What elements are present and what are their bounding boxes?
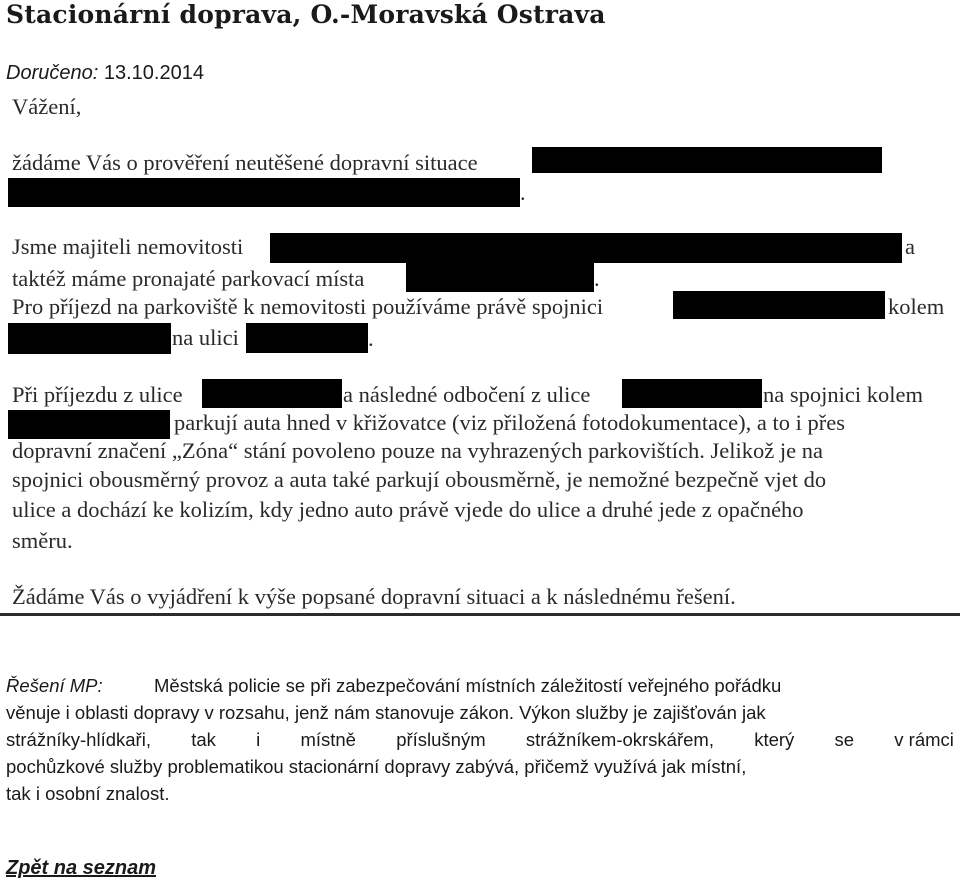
letter-line-9: spojnici obousměrný provoz a auta také parkují obousměrně, je nemožné bezpečně vjet do <box>12 467 827 492</box>
solution-word: strážníky-hlídkaři, <box>6 729 151 750</box>
redaction-bar <box>622 379 762 408</box>
solution-word: i <box>256 729 261 750</box>
delivered-date: 13.10.2014 <box>103 62 204 84</box>
letter-line-10: ulice a dochází ke kolizím, kdy jedno auto právě vjede do ulice a druhé jede z opačného <box>12 497 804 522</box>
letter-line-2: Jsme majiteli nemovitosti <box>12 234 244 259</box>
letter-line-4-end: kolem <box>888 294 945 319</box>
solution-word: se <box>834 729 855 750</box>
letter-greeting: Vážení, <box>12 94 82 119</box>
scan-bottom-rule <box>0 613 960 616</box>
delivered-date-line <box>6 62 204 85</box>
redaction-bar <box>246 323 368 353</box>
letter-line-5: na ulici <box>172 325 239 350</box>
letter-line-8: dopravní značení „Zóna“ stání povoleno pouze na vyhrazených parkovištích. Jelikož je na <box>12 438 823 463</box>
solution-first-line <box>6 672 954 699</box>
delivered-label: Doručeno: <box>6 62 99 84</box>
letter-line-6a: Při příjezdu z ulice <box>12 382 183 407</box>
solution-line-1: Městská policie se při zabezpečování místních záležitostí veřejného pořádku <box>154 675 782 696</box>
solution-word: který <box>754 729 795 750</box>
page-title: Stacionární doprava, O.-Moravská Ostrava <box>6 0 606 29</box>
solution-line-3 <box>6 726 954 753</box>
solution-line-2: věnuje i oblasti dopravy v rozsahu, jenž nám stanovuje zákon. Výkon služby je zajišťován jak <box>6 702 766 723</box>
police-solution <box>6 672 954 807</box>
solution-word: místně <box>300 729 356 750</box>
redaction-bar <box>270 233 902 263</box>
letter-line-6c: na spojnici kolem <box>763 382 923 407</box>
solution-word: tak <box>191 729 216 750</box>
redaction-bar <box>8 178 520 207</box>
solution-word: v rámci <box>894 729 954 750</box>
back-to-list-link[interactable]: Zpět na seznam <box>6 857 157 879</box>
letter-line-3: taktéž máme pronajaté parkovací místa <box>12 266 365 291</box>
letter-line-7: parkují auta hned v křižovatce (viz přiložená fotodokumentace), a to i přes <box>174 410 845 435</box>
redaction-bar <box>673 291 885 319</box>
letter-line-4: Pro příjezd na parkoviště k nemovitosti používáme právě spojnici <box>12 294 604 319</box>
solution-label: Řešení MP: <box>6 675 103 696</box>
letter-dot: . <box>368 326 374 351</box>
letter-closing: Žádáme Vás o vyjádření k výše popsané dopravní situaci a k následnému řešení. <box>12 584 736 609</box>
letter-line-2-end: a <box>905 234 915 259</box>
redaction-bar <box>8 410 170 439</box>
letter-dot: . <box>520 180 526 205</box>
solution-word: příslušným <box>396 729 486 750</box>
redaction-bar <box>532 147 882 173</box>
solution-line-5: tak i osobní znalost. <box>6 783 170 804</box>
letter-dot: . <box>594 266 600 291</box>
solution-line-4: pochůzkové služby problematikou stacionární dopravy zabývá, přičemž využívá jak místní, <box>6 756 747 777</box>
letter-line-1: žádáme Vás o prověření neutěšené dopravní situace <box>12 150 478 175</box>
letter-line-6b: a následné odbočení z ulice <box>343 382 591 407</box>
solution-word: strážníkem-okrskářem, <box>525 729 714 750</box>
redaction-bar <box>406 262 594 292</box>
redaction-bar <box>8 323 171 354</box>
redaction-bar <box>202 379 342 408</box>
letter-line-11: směru. <box>12 528 73 553</box>
scanned-letter <box>0 92 960 622</box>
